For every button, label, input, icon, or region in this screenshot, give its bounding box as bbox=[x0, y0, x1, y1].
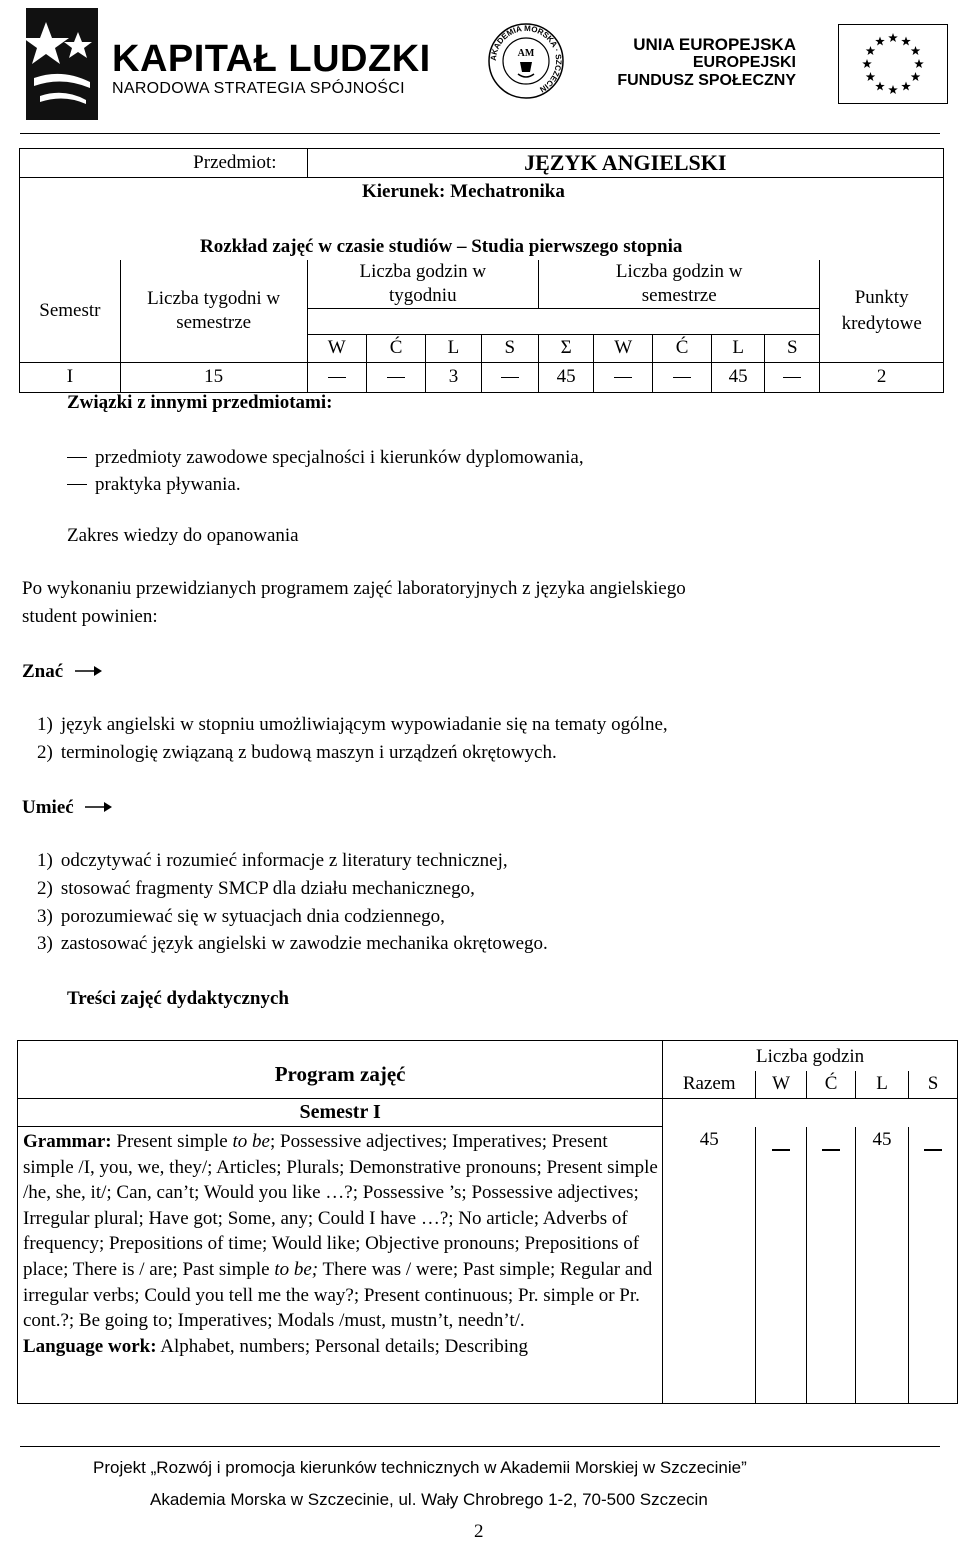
knowledge-intro-line2: student powinien: bbox=[22, 606, 158, 627]
relations-item bbox=[67, 447, 584, 469]
row-w-sem bbox=[594, 362, 653, 392]
know-label-text: Znać bbox=[22, 661, 64, 682]
arrow-right-icon bbox=[74, 661, 102, 683]
row-c-week bbox=[366, 362, 425, 392]
hours-w-header: W bbox=[756, 1071, 807, 1099]
semester-hours-blank bbox=[663, 1099, 958, 1127]
program-w bbox=[756, 1127, 807, 1404]
ue-line-2: EUROPEJSKI bbox=[692, 54, 796, 71]
grammar-tobe-2: to be; bbox=[274, 1258, 319, 1280]
know-item-num: 2) bbox=[37, 742, 53, 763]
sub-w-week: W bbox=[307, 334, 366, 362]
skill-item-text: odczytywać i rozumieć informacje z literatury technicznej, bbox=[60, 850, 508, 871]
grammar-label: Grammar: bbox=[23, 1131, 112, 1152]
program-label: Program zajęć bbox=[18, 1041, 663, 1099]
eu-star-icon bbox=[914, 59, 924, 68]
hours-total-header: Razem bbox=[663, 1071, 756, 1099]
ue-line-1: UNIA EUROPEJSKA bbox=[633, 35, 796, 54]
sub-l-week: L bbox=[426, 334, 481, 362]
footer-project: Projekt „Rozwój i promocja kierunków technicznych w Akademii Morskiej w Szczecinie” bbox=[93, 1458, 747, 1477]
skill-item-num: 3) bbox=[37, 906, 53, 927]
know-label bbox=[22, 661, 102, 683]
relations-item-text: przedmioty zawodowe specjalności i kierunków dyplomowania, bbox=[95, 447, 584, 468]
eu-star-icon bbox=[866, 72, 876, 81]
relations-heading: Związki z innymi przedmiotami: bbox=[67, 392, 333, 413]
grammar-text-post: There was / were; Past simple; Regular and irregular verbs; Could you tell me the way?; Present continuous; Pr. simple or Pr. cont.?; Be going to; Imperatives; Modals /must, mustn’t, needn’t/. bbox=[23, 1258, 653, 1332]
skill-item bbox=[37, 850, 508, 872]
skill-item-text: zastosować język angielski w zawodzie mechanika okrętowego. bbox=[60, 933, 548, 954]
row-l-week: 3 bbox=[426, 362, 481, 392]
hours-c-header: Ć bbox=[807, 1071, 856, 1099]
col-credits-text: Punkty kredytowe bbox=[841, 286, 922, 334]
page-number: 2 bbox=[474, 1521, 484, 1542]
eu-star-icon bbox=[888, 33, 898, 42]
skill-item bbox=[37, 906, 445, 928]
hours-label: Liczba godzin bbox=[663, 1041, 958, 1071]
knowledge-intro-line1: Po wykonaniu przewidzianych programem zajęć laboratoryjnych z języka angielskiego bbox=[22, 578, 686, 599]
eu-star-icon bbox=[862, 59, 872, 68]
eu-star-icon bbox=[875, 82, 885, 91]
sub-s-sem: S bbox=[765, 334, 820, 362]
col-hours-week bbox=[307, 260, 538, 309]
know-item-text: język angielski w stopniu umożliwiającym wypowiadanie się na tematy ogólne, bbox=[60, 714, 668, 735]
kapital-ludzki-title: KAPITAŁ LUDZKI bbox=[112, 38, 431, 80]
subject-label: Przedmiot: bbox=[20, 149, 308, 178]
row-weeks: 15 bbox=[120, 362, 307, 392]
skill-item-num: 2) bbox=[37, 878, 53, 899]
program-content bbox=[18, 1127, 663, 1404]
field-of-study: Kierunek: Mechatronika bbox=[20, 178, 944, 206]
sub-c-week: Ć bbox=[366, 334, 425, 362]
skill-item-num: 3) bbox=[37, 933, 53, 954]
program-total: 45 bbox=[663, 1127, 756, 1404]
sub-sum: Σ bbox=[539, 334, 594, 362]
col-semester: Semestr bbox=[20, 260, 121, 363]
language-work-text: Alphabet, numbers; Personal details; Describing bbox=[156, 1335, 529, 1357]
arrow-right-icon bbox=[84, 797, 112, 819]
seal-ring-text: AKADEMIA MORSKA · SZCZECIN bbox=[488, 23, 564, 95]
eu-star-icon bbox=[888, 85, 898, 94]
skill-item-text: stosować fragmenty SMCP dla działu mechanicznego, bbox=[60, 878, 475, 899]
col-hours-sem-text: Liczba godzin w semestrze bbox=[615, 260, 743, 306]
skill-item bbox=[37, 933, 548, 955]
footer-divider bbox=[20, 1446, 940, 1447]
row-l-sem: 45 bbox=[712, 362, 765, 392]
knowledge-heading: Zakres wiedzy do opanowania bbox=[67, 525, 299, 546]
col-credits bbox=[820, 260, 944, 363]
seal-monogram: AM bbox=[517, 48, 535, 59]
program-c bbox=[807, 1127, 856, 1404]
col-hours-sem bbox=[539, 260, 820, 309]
eu-flag-icon bbox=[838, 24, 948, 104]
program-l: 45 bbox=[856, 1127, 909, 1404]
eu-star-icon bbox=[911, 46, 921, 55]
hours-s-header: S bbox=[909, 1071, 958, 1099]
kapital-ludzki-logo-icon bbox=[26, 8, 98, 120]
row-s-week bbox=[481, 362, 538, 392]
footer-address: Akademia Morska w Szczecinie, ul. Wały Chrobrego 1-2, 70-500 Szczecin bbox=[150, 1490, 708, 1509]
sub-w-sem: W bbox=[594, 334, 653, 362]
header-divider bbox=[20, 133, 940, 134]
ue-line-3: FUNDUSZ SPOŁECZNY bbox=[617, 72, 796, 89]
eu-star-icon bbox=[875, 36, 885, 45]
course-schedule-table bbox=[19, 148, 944, 393]
know-item-text: terminologię związaną z budową maszyn i urządzeń okrętowych. bbox=[60, 742, 557, 763]
program-s bbox=[909, 1127, 958, 1404]
skill-item-text: porozumiewać się w sytuacjach dnia codziennego, bbox=[60, 906, 445, 927]
know-item bbox=[37, 742, 557, 764]
row-s-sem bbox=[765, 362, 820, 392]
skill-label bbox=[22, 797, 112, 819]
row-sum: 45 bbox=[539, 362, 594, 392]
row-semester: I bbox=[20, 362, 121, 392]
content-heading: Treści zajęć dydaktycznych bbox=[67, 988, 289, 1009]
schedule-title: Rozkład zajęć w czasie studiów – Studia pierwszego stopnia bbox=[20, 206, 944, 260]
col-weeks bbox=[120, 260, 307, 363]
sub-c-sem: Ć bbox=[653, 334, 712, 362]
sub-s-week: S bbox=[481, 334, 538, 362]
skill-item bbox=[37, 878, 475, 900]
grammar-text-pre: Present simple bbox=[111, 1131, 233, 1152]
grammar-tobe: to be bbox=[232, 1131, 270, 1152]
eu-star-icon bbox=[866, 46, 876, 55]
skill-label-text: Umieć bbox=[22, 797, 74, 818]
skill-item-num: 1) bbox=[37, 850, 53, 871]
grammar-text-mid: ; Possessive adjectives; Imperatives; Present simple /I, you, we, they/; Articles; Plurals; Demonstrative pronouns; Present simple /he, she, it/; Can, can’t; Would you like …?; Possessive ’s; Possessive adjectives; Irregular plural; Have got; Some, any; Could I have …?; No article; Adverbs of frequency; Prepositions of time; Would like; Objective pronouns; Prepositions of place; There is / are; Past simple bbox=[23, 1131, 658, 1280]
kapital-ludzki-subtitle: NARODOWA STRATEGIA SPÓJNOŚCI bbox=[112, 80, 405, 97]
row-c-sem bbox=[653, 362, 712, 392]
hours-l-header: L bbox=[856, 1071, 909, 1099]
eu-star-icon bbox=[901, 82, 911, 91]
program-table bbox=[17, 1040, 958, 1404]
know-item-num: 1) bbox=[37, 714, 53, 735]
ue-text-block bbox=[617, 36, 796, 90]
relations-item bbox=[67, 474, 241, 496]
subject-name: JĘZYK ANGIELSKI bbox=[307, 149, 943, 178]
semester-label: Semestr I bbox=[18, 1099, 663, 1127]
col-weeks-text: Liczba tygodni w semestrze bbox=[147, 287, 281, 333]
akademia-morska-seal-icon bbox=[487, 22, 565, 100]
row-w-week bbox=[307, 362, 366, 392]
eu-star-icon bbox=[901, 36, 911, 45]
relations-item-text: praktyka pływania. bbox=[95, 474, 241, 495]
know-item bbox=[37, 714, 668, 736]
sub-l-sem: L bbox=[712, 334, 765, 362]
row-credits: 2 bbox=[820, 362, 944, 392]
col-hours-week-text: Liczba godzin w tygodniu bbox=[359, 260, 487, 306]
language-work-label: Language work: bbox=[23, 1335, 157, 1357]
eu-star-icon bbox=[911, 72, 921, 81]
